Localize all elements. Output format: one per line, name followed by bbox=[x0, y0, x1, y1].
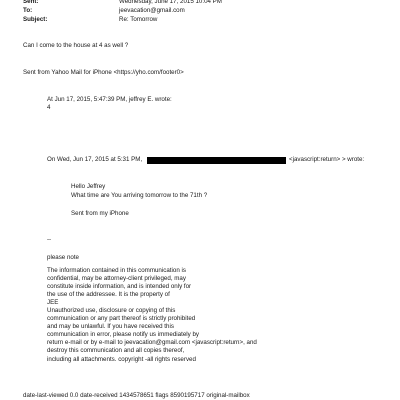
disclaimer-line: communication or any part thereof is strictly prohibited bbox=[47, 315, 196, 323]
disclaimer-line: JEE bbox=[47, 299, 59, 307]
header-to-value: jeevacation@gmail.com bbox=[119, 7, 185, 14]
disclaimer-line: including all attachments. copyright -all rights reserved bbox=[47, 355, 196, 363]
quote2-greeting: Hello Jeffrey bbox=[71, 183, 106, 190]
disclaimer-line: the use of the addressee. It is the property of bbox=[47, 291, 170, 299]
quote2-attribution-suffix: <javascript:return> > wrote: bbox=[289, 156, 365, 163]
quote2-question: What time are You arriving tomorrow to the 71th ? bbox=[71, 192, 208, 199]
header-sent-value: Wednesday, June 17, 2015 10:04 PM bbox=[119, 0, 222, 5]
header-sent-label: Sent: bbox=[23, 0, 39, 5]
disclaimer-line: destroy this communication and all copies thereof, bbox=[47, 347, 185, 355]
message-line: Can I come to the house at 4 as well ? bbox=[23, 42, 129, 49]
disclaimer-line: return e-mail or by e-mail to jeevacation@gmail.com <javascript:return>, and bbox=[47, 339, 257, 347]
header-subject-label: Subject: bbox=[23, 16, 48, 23]
redaction-bar bbox=[147, 157, 286, 164]
header-to-label: To: bbox=[23, 7, 33, 14]
disclaimer-line: confidential, may be attorney-client privileged, may bbox=[47, 275, 186, 283]
disclaimer-block bbox=[47, 267, 257, 364]
please-note: please note bbox=[47, 254, 79, 261]
quote2-attribution-prefix: On Wed, Jun 17, 2015 at 5:31 PM, bbox=[47, 156, 143, 163]
footer-meta: date-last-viewed 0.0 date-received 1434578651 flags 8590195717 original-mailbox bbox=[23, 392, 250, 399]
disclaimer-line: Unauthorized use, disclosure or copying of this bbox=[47, 307, 176, 315]
quote1-text: 4 bbox=[47, 104, 51, 111]
header-subject-value: Re: Tomorrow bbox=[119, 16, 158, 23]
disclaimer-line: constitute inside information, and is intended only for bbox=[47, 283, 192, 291]
disclaimer-line: The information contained in this communication is bbox=[47, 267, 186, 274]
disclaimer-line: and may be unlawful. If you have received this bbox=[47, 323, 174, 331]
mail-signature: Sent from Yahoo Mail for iPhone <https://yho.com/footer0> bbox=[23, 69, 184, 76]
disclaimer-line: communication in error, please notify us immediately by bbox=[47, 331, 200, 339]
separator: -- bbox=[47, 236, 52, 243]
quote2-signature: Sent from my iPhone bbox=[71, 210, 129, 217]
quote1-attribution: At Jun 17, 2015, 5:47:39 PM, jeffrey E. wrote: bbox=[47, 96, 172, 103]
